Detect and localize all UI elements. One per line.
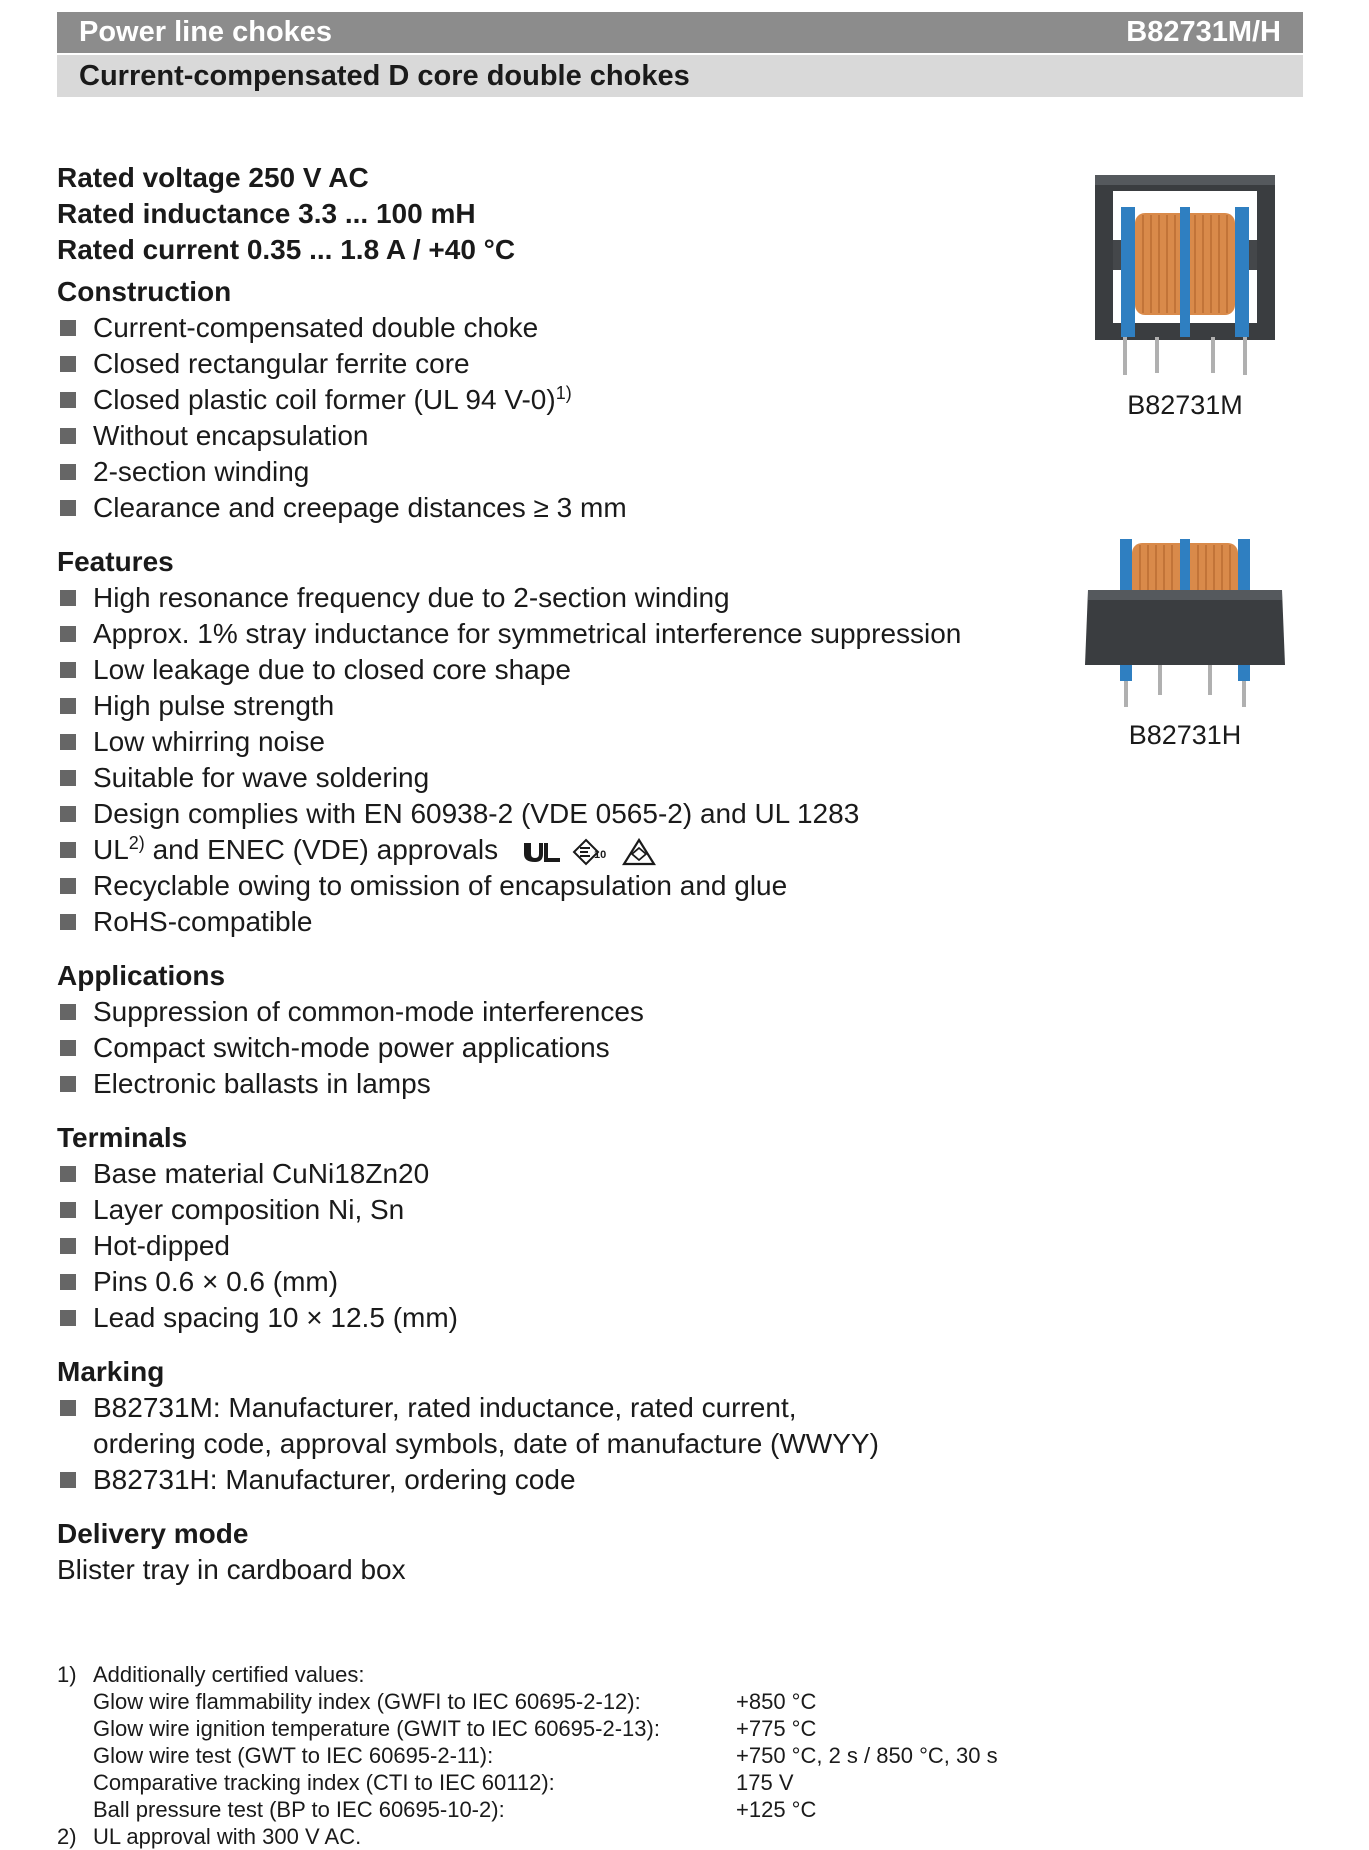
construction-title: Construction [57,276,232,307]
enec-10-icon [572,838,612,866]
list-item: Base material CuNi18Zn20 [57,1156,1017,1192]
marking-title: Marking [57,1356,165,1387]
list-item: Clearance and creepage distances ≥ 3 mm [57,490,1017,526]
terminals-list [57,1156,1017,1336]
footnote-2: 2) UL approval with 300 V AC. [57,1824,362,1849]
footnote-row: Glow wire flammability index (GWFI to IEC 60695-2-12): +850 °C [93,1689,817,1714]
choke-h-image [1080,535,1290,715]
delivery-title: Delivery mode [57,1518,249,1549]
terminals-title: Terminals [57,1122,188,1153]
list-item: Pins 0.6 × 0.6 (mm) [57,1264,1017,1300]
applications-title: Applications [57,960,226,991]
rated-inductance: Rated inductance 3.3 ... 100 mH [57,198,476,229]
subheader-bar [57,55,1303,97]
svg-text:10: 10 [593,848,607,861]
features-title: Features [57,546,174,577]
list-item: Suppression of common-mode interferences [57,994,1017,1030]
features-list [57,580,1017,940]
list-item: Current-compensated double choke [57,310,1017,346]
list-item: Closed plastic coil former (UL 94 V-0)$^{1)}$ [57,382,1017,418]
category-title: Power line chokes [79,16,333,48]
list-item: Low leakage due to closed core shape [57,652,1017,688]
subtitle: Current-compensated D core double chokes [79,59,690,92]
ul-recognized-icon [522,840,562,864]
list-item: 2-section winding [57,454,1017,490]
list-item: B82731H: Manufacturer, ordering code [57,1462,1017,1498]
product-caption-m: B82731M [1127,390,1243,420]
product-figure-m [1085,165,1285,421]
list-item: Low whirring noise [57,724,1017,760]
list-item: Suitable for wave soldering [57,760,1017,796]
choke-m-image [1085,165,1285,385]
footnote-ref: 2) [128,833,145,853]
product-caption-h: B82731H [1128,720,1242,750]
list-item: UL$^{2)}$ and ENEC (VDE) approvals 10 [57,832,1017,868]
list-item: High resonance frequency due to 2-section winding [57,580,1017,616]
footnote-row: Comparative tracking index (CTI to IEC 60112): 175 V [93,1770,794,1795]
marking-list [57,1390,1017,1498]
list-item: Without encapsulation [57,418,1017,454]
part-family: B82731M/H [1126,16,1281,48]
list-item: Approx. 1% stray inductance for symmetrical interference suppression [57,616,1017,652]
rated-voltage: Rated voltage 250 V AC [57,162,369,193]
construction-list [57,310,1017,526]
list-item: High pulse strength [57,688,1017,724]
footnote-1-heading: 1) Additionally certified values: [57,1662,365,1687]
footnote-row: Ball pressure test (BP to IEC 60695-10-2): +125 °C [93,1797,817,1822]
approval-marks [522,838,656,866]
list-item: Lead spacing 10 × 12.5 (mm) [57,1300,1017,1336]
footnote-row: Glow wire test (GWT to IEC 60695-2-11): +750 °C, 2 s / 850 °C, 30 s [93,1743,998,1768]
list-item: Layer composition Ni, Sn [57,1192,1017,1228]
footnote-ref: 1) [555,383,572,403]
applications-list [57,994,1017,1102]
list-item: Design complies with EN 60938-2 (VDE 0565-2) and UL 1283 [57,796,1017,832]
rated-current: Rated current 0.35 ... 1.8 A / +40 °C [57,234,516,265]
list-item: Electronic ballasts in lamps [57,1066,1017,1102]
footnotes [57,1661,1157,1850]
list-item: Closed rectangular ferrite core [57,346,1017,382]
list-item: Recyclable owing to omission of encapsulation and glue [57,868,1017,904]
product-figure-h [1080,535,1290,751]
list-item: RoHS-compatible [57,904,1017,940]
header-bar [57,12,1303,53]
delivery-text: Blister tray in cardboard box [57,1554,406,1585]
list-item: Hot-dipped [57,1228,1017,1264]
vde-icon [622,838,656,866]
list-item: Compact switch-mode power applications [57,1030,1017,1066]
footnote-row: Glow wire ignition temperature (GWIT to IEC 60695-2-13): +775 °C [93,1716,817,1741]
list-item: B82731M: Manufacturer, rated inductance, rated current, ordering code, approval symbols, date of manufacture (WWYY) [57,1390,1017,1462]
main-content [57,160,1017,1588]
